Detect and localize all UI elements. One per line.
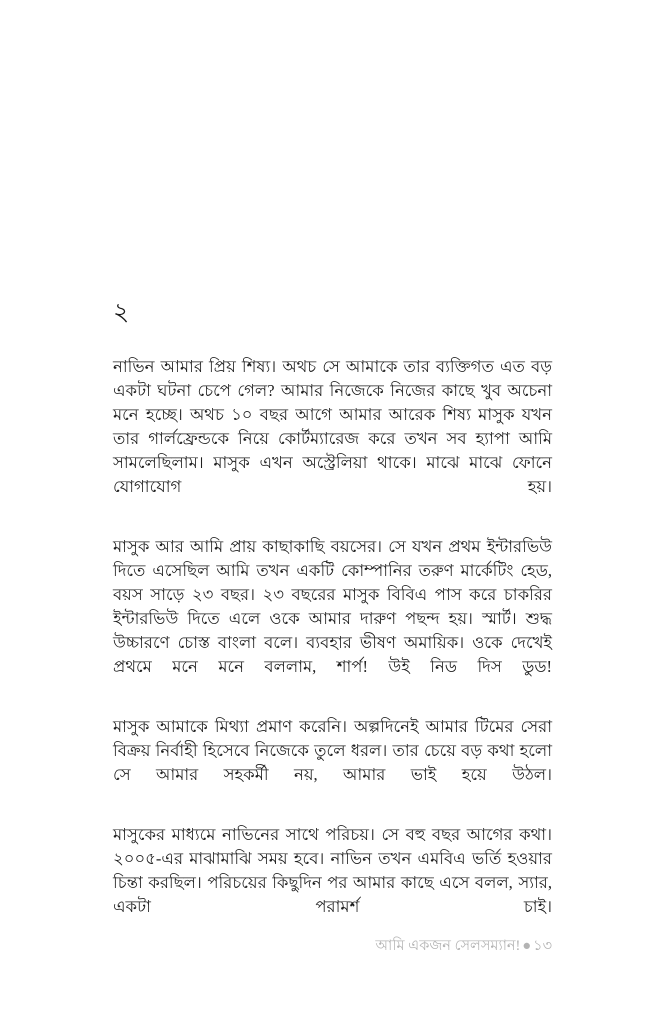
footer-book-title: আমি একজন সেলসম্যান! [375,938,521,954]
body-paragraph: নাভিন আমার প্রিয় শিষ্য। অথচ সে আমাকে তার ব্যক্তিগত এত বড় একটা ঘটনা চেপে গেল? আমার নিজেকে নিজের কাছে খুব অচেনা মনে হচ্ছে। অথচ ১০ বছর আগে আমার আরেক শিষ্য মাসুক যখন তার গার্লফ্রেন্ডকে নিয়ে কোর্টম্যারেজ করে তখন সব হ্যাপা আমি সামলেছিলাম। মাসুক এখন অস্ট্রেলিয়া থাকে। মাঝে মাঝে ফোনে যোগাযোগ হয়। [113,357,552,496]
body-paragraph: মাসুক আমাকে মিথ্যা প্রমাণ করেনি। অল্পদিনেই আমার টিমের সেরা বিক্রয় নির্বাহী হিসেবে নিজেকে তুলে ধরল। তার চেয়ে বড় কথা হলো সে আমার সহকর্মী নয়, আমার ভাই হয়ে উঠল। [113,717,552,784]
page-number: ১৩ [533,938,552,954]
page-content [113,300,552,943]
footer-separator-icon: ● [522,938,532,954]
page-footer [113,936,552,956]
body-paragraph: মাসুকের মাধ্যমে নাভিনের সাথে পরিচয়। সে বহু বছর আগের কথা। ২০০৫-এর মাঝামাঝি সময় হবে। নাভিন তখন এমবিএ ভর্তি হওয়ার চিন্তা করছিল। পরিচয়ের কিছুদিন পর আমার কাছে এসে বলল, স্যার, একটা পরামর্শ চাই। [113,825,552,916]
body-paragraph: মাসুক আর আমি প্রায় কাছাকাছি বয়সের। সে যখন প্রথম ইন্টারভিউ দিতে এসেছিল আমি তখন একটি কোম্পানির তরুণ মার্কেটিং হেড, বয়স সাড়ে ২৩ বছর। ২৩ বছরের মাসুক বিবিএ পাস করে চাকরির ইন্টারভিউ দিতে এলে ওকে আমার দারুণ পছন্দ হয়। স্মার্ট। শুদ্ধ উচ্চারণে চোস্ত বাংলা বলে। ব্যবহার ভীষণ অমায়িক। ওকে দেখেই প্রথমে মনে মনে বললাম, শার্প! উই নিড দিস ডুড! [113,537,552,676]
chapter-number: ২ [113,299,130,326]
